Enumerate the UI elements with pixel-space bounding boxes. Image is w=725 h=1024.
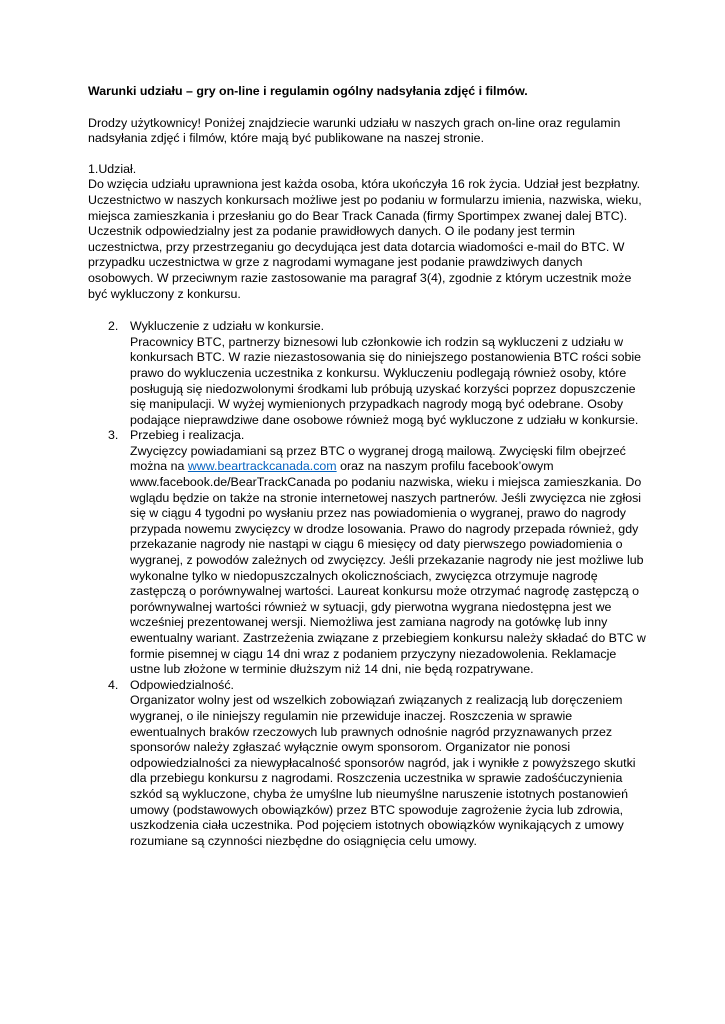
- document-page: [88, 84, 648, 849]
- section4-heading: Odpowiedzialność.: [130, 677, 235, 692]
- section2-heading: Wykluczenie z udziału w konkursie.: [130, 319, 325, 334]
- section3-body: [130, 444, 648, 678]
- section4-number: 4.: [108, 677, 119, 692]
- section4-item: [88, 678, 648, 850]
- section3-body-before-link: Zwycięzcy powiadamiani są przez BTC o wygranej drogą mailową. Zwycięski film obejrzeć można na: [130, 443, 626, 474]
- intro-paragraph: Drodzy użytkownicy! Poniżej znajdziecie warunki udziału w naszych grach on-line oraz regulamin nadsyłania zdjęć i filmów, które mają być publikowane na naszej stronie.: [88, 115, 621, 146]
- section3-number: 3.: [108, 428, 119, 443]
- section3-body-after-link: oraz na naszym profilu facebook’owym www.facebook.de/BearTrackCanada po podaniu nazwiska, wieku i miejsca zamieszkania. Do wglądu będzie on także na stronie internetowej naszych partnerów. Jeśli zwycięzca nie zgłosi się w ciągu 4 tygodni po wysłaniu przez nas powiadomienia o wygranej, prawo do nagrody przypada nowemu zwycięzcy w drodze losowania. Prawo do nagrody przepada również, gdy przekazanie nagrody nie nastąpi w ciągu 6 miesięcy od daty pierwszego powiadomienia o wygranej, z powodów zależnych od zwycięzcy. Jeśli przekazanie nagrody nie jest możliwe lub wykonalne tylko w niedopuszczalnych okolicznościach, zwycięzca otrzymuje nagrodę zastępczą o porównywalnej wartości. Laureat konkursu może otrzymać nagrodę zastępczą o porównywalnej wartości również w sytuacji, gdy pierwotna wygrana niedostępna jest we wcześniej prezentowanej wersji. Niemożliwa jest zamiana nagrody na gotówkę lub inny ewentualny wariant. Zastrzeżenia związane z przebiegiem konkursu należy składać do BTC w formie pisemnej w ciągu 14 dni wraz z podaniem przyczyny niezadowolenia. Reklamacje ustne lub złożone w terminie dłuższym niż 14 dni, nie będą rozpatrywane.: [130, 459, 646, 677]
- numbered-sections-list: [88, 319, 648, 849]
- section2-item: [88, 319, 648, 428]
- section1-heading: 1.Udział.: [88, 161, 137, 176]
- section2-number: 2.: [108, 319, 119, 334]
- document-title: Warunki udziału – gry on-line i regulamin ogólny nadsyłania zdjęć i filmów.: [88, 84, 528, 98]
- section3-item: [88, 428, 648, 678]
- section3-heading: Przebieg i realizacja.: [130, 428, 245, 443]
- beartrackcanada-link[interactable]: www.beartrackcanada.com: [187, 459, 337, 474]
- section1-body: Do wzięcia udziału uprawniona jest każda osoba, która ukończyła 16 rok życia. Udział jest bezpłatny. Uczestnictwo w naszych konkursach możliwe jest po podaniu w formularzu imienia, nazwiska, wieku, miejsca zamieszkania i przesłaniu go do Bear Track Canada (firmy Sportimpex zwanej dalej BTC). Uczestnik odpowiedzialny jest za podanie prawidłowych danych. O ile podany jest termin uczestnictwa, przy przestrzeganiu go decydująca jest data dotarcia wiadomości e-mail do BTC. W przypadku uczestnictwa w grze z nagrodami wymagane jest podanie prawdziwych danych osobowych. W przeciwnym razie zastosowanie ma paragraf 3(4), zgodnie z którym uczestnik może być wykluczony z konkursu.: [88, 177, 642, 301]
- section2-body: Pracownicy BTC, partnerzy biznesowi lub członkowie ich rodzin są wykluczeni z udziału w konkursach BTC. W razie niezastosowania się do niniejszego postanowienia BTC rości sobie prawo do wykluczenia uczestnika z konkursu. Wykluczeniu podlegają również osoby, które posługują się niedozwolonymi środkami lub próbują uzyskać korzyści poprzez dopuszczenie się manipulacji. W wyżej wymienionych przypadkach nagrody mogą być odebrane. Osoby podające nieprawdziwe dane osobowe również mogą być wykluczone z udziału w konkursie.: [130, 334, 642, 427]
- section4-body: Organizator wolny jest od wszelkich zobowiązań związanych z realizacją lub doręczeniem wygranej, o ile niniejszy regulamin nie przewiduje inaczej. Roszczenia w sprawie ewentualnych braków rzeczowych lub prawnych odnośnie nagród przyznawanych przez sponsorów należy zgłaszać wyłącznie owym sponsorom. Organizator nie ponosi odpowiedzialności za niewypłacalność sponsorów nagród, jak i wynikłe z powyższego skutki dla przebiegu konkursu z nagrodami. Roszczenia uczestnika w sprawie zadośćuczynienia szkód są wykluczone, chyba że umyślne lub nieumyślne naruszenie istotnych postanowień umowy (podstawowych obowiązków) przez BTC spowoduje zagrożenie życia lub zdrowia, uszkodzenia ciała uczestnika. Pod pojęciem istotnych obowiązków wynikających z umowy rozumiane są czynności niezbędne do osiągnięcia celu umowy.: [130, 693, 636, 848]
